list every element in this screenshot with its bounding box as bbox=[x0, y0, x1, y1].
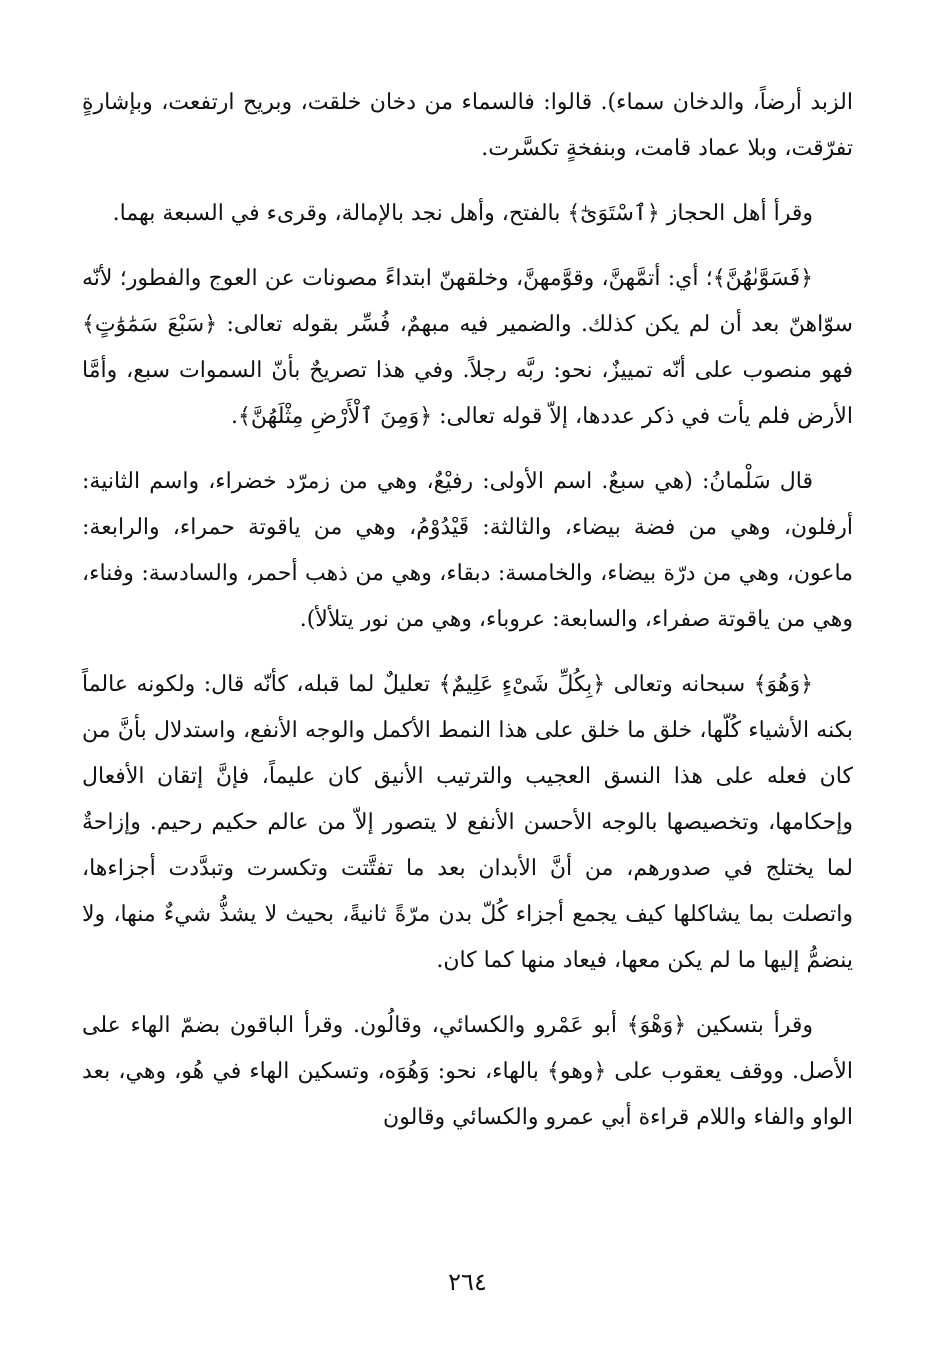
paragraph-3: ﴿فَسَوَّىٰهُنَّ﴾؛ أي: أتمَّهنَّ، وقوَّمهنَّ، وخلقهنّ ابتداءً مصونات عن العوج والفطور؛ لأنّه سوّاهنّ بعد أن لم يكن كذلك. والضمير فيه مبهمٌ، فُسِّر بقوله تعالى: ﴿سَبْعَ سَمَٰوَٰتٍ﴾ فهو منصوب على أنّه تمييزٌ، نحو: ربَّه رجلاً. وفي هذا تصريحٌ بأنّ السموات سبع، وأمَّا الأرض فلم يأت في ذكر عددها، إلاّ قوله تعالى: ﴿وَمِنَ ٱلْأَرْضِ مِثْلَهُنَّ﴾. bbox=[82, 266, 853, 429]
paragraph-1: الزبد أرضاً، والدخان سماء). قالوا: فالسماء من دخان خلقت، وبريح ارتفعت، وبإشارةٍ تفرّقت، وبلا عماد قامت، وبنفخةٍ تكسَّرت. bbox=[82, 90, 853, 161]
paragraph-2: وقرأ أهل الحجاز ﴿ٱسْتَوَىٰٓ﴾ بالفتح، وأهل نجد بالإمالة، وقرىء في السبعة بهما. bbox=[112, 201, 813, 226]
paragraph-6: وقرأ بتسكين ﴿وَهْوَ﴾ أبو عَمْرو والكسائي، وقالُون. وقرأ الباقون بضمّ الهاء على الأصل. ووقف يعقوب على ﴿وهو﴾ بالهاء، نحو: وَهُوَه، وتسكين الهاء في هُو، وهي، بعد الواو والفاء واللام قراءة أبي عمرو والكسائي وقالون bbox=[82, 1013, 854, 1130]
paragraph-4: قال سَلْمانُ: (هي سبعٌ. اسم الأولى: رفيْعٌ، وهي من زمرّد خضراء، واسم الثانية: أرفلون، وهي من فضة بيضاء، والثالثة: قَيْدُوْمُ، وهي من ياقوتة حمراء، والرابعة: ماعون، وهي من درّة بيضاء، والخامسة: دبقاء، وهي من ذهب أحمر، والسادسة: وفناء، وهي من ياقوتة صفراء، والسابعة: عروباء، وهي من نور يتلألأ). bbox=[82, 469, 853, 632]
paragraph-5: ﴿وَهُوَ﴾ سبحانه وتعالى ﴿بِكُلِّ شَىْءٍ عَلِيمٌ﴾ تعليلٌ لما قبله، كأنّه قال: ولكونه عالماً بكنه الأشياء كُلّها، خلق ما خلق على هذا النمط الأكمل والوجه الأنفع، واستدلال بأنَّ من كان فعله على هذا النسق العجيب والترتيب الأنيق كان عليماً، فإنَّ إتقان الأفعال وإحكامها، وتخصيصها بالوجه الأحسن الأنفع لا يتصور إلاّ من عالم حكيم رحيم. وإزاحةٌ لما يختلج في صدورهم، من أنَّ الأبدان بعد ما تفتَّتت وتكسرت وتبدَّدت أجزاءها، واتصلت بما يشاكلها كيف يجمع أجزاء كُلّ بدن مرّةً ثانيةً، بحيث لا يشذُّ شيءٌ منها، ولا ينضمُّ إليها ما لم يكن معها، فيعاد منها كما كان. bbox=[82, 672, 853, 973]
page-body bbox=[82, 80, 853, 1160]
page-number: ٢٦٤ bbox=[448, 1268, 487, 1296]
